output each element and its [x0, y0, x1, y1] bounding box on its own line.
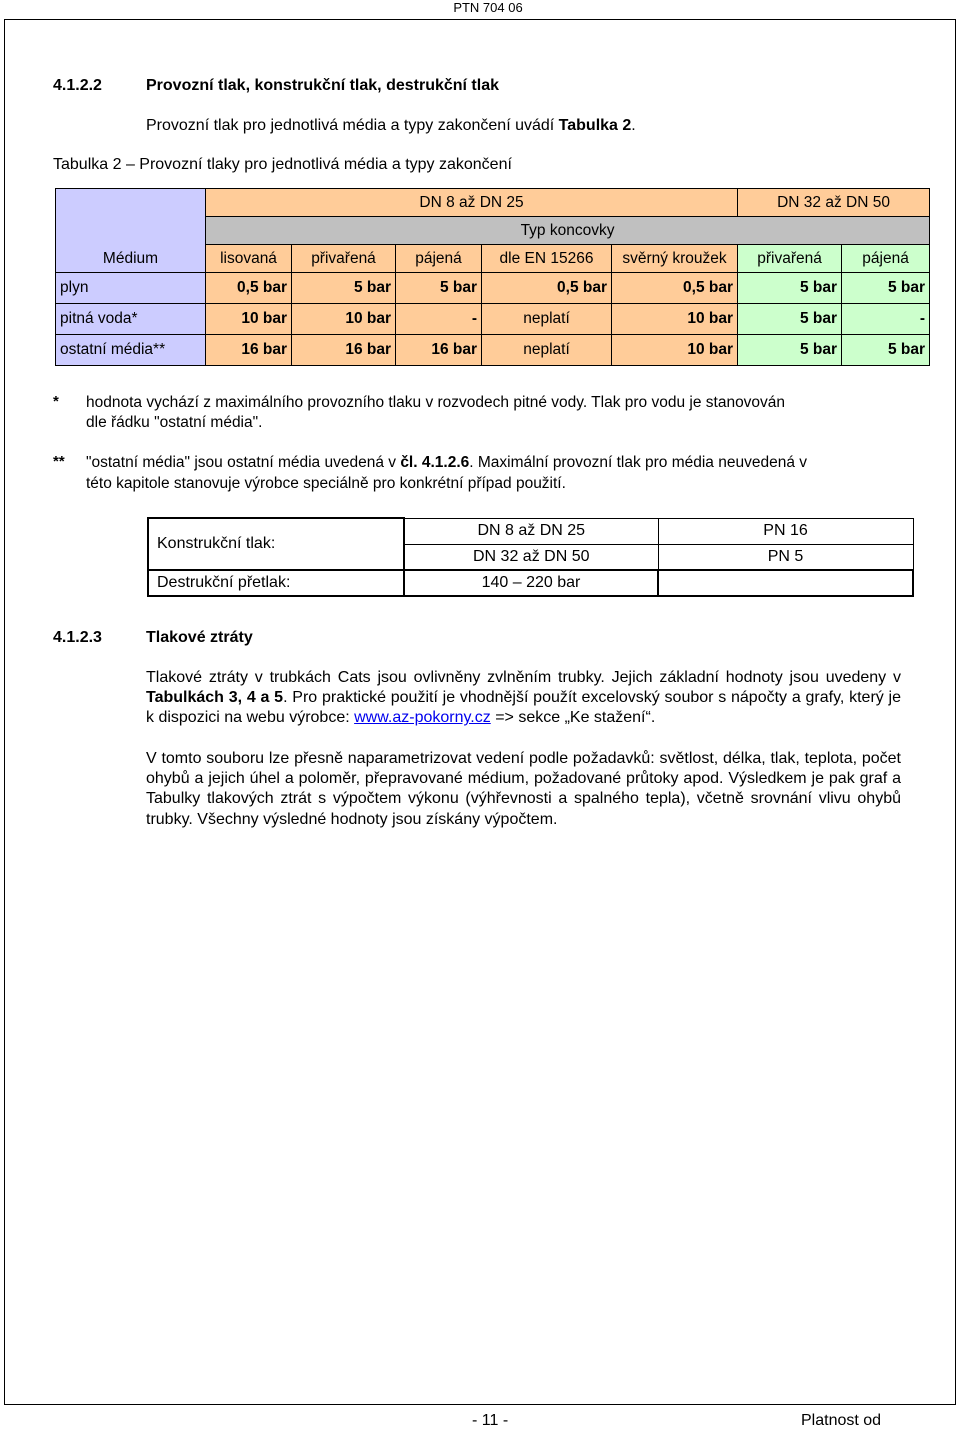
table-cell: 16 bar	[396, 335, 482, 366]
table-cell: -	[842, 304, 930, 335]
intro-bold: Tabulka 2	[558, 117, 632, 134]
table2-caption: Tabulka 2 – Provozní tlaky pro jednotlivá média a typy zakončení	[53, 156, 512, 173]
table-cell: neplatí	[482, 335, 612, 366]
document-header: PTN 704 06	[453, 0, 523, 15]
table-design-pressure	[147, 517, 914, 597]
table-cell: 5 bar	[396, 273, 482, 304]
validity-label: Platnost od	[801, 1412, 882, 1429]
table-cell: 10 bar	[612, 304, 738, 335]
note1-line2: dle řádku "ostatní média".	[86, 414, 263, 431]
table-operating-pressures	[55, 188, 930, 366]
section-intro	[146, 117, 636, 135]
p1-text-b: . Pro praktické použití je vhodnější použít excelovský soubor s nápočty a grafy, který je k dispozici na webu výrobce:	[146, 689, 901, 727]
table-cell: 5 bar	[842, 335, 930, 366]
p1-bold: Tabulkách 3, 4 a 5	[146, 689, 284, 707]
table-cell: 5 bar	[292, 273, 396, 304]
table-cell: 10 bar	[612, 335, 738, 366]
table-cell: 0,5 bar	[206, 273, 292, 304]
group-dn8: DN 8 až DN 25	[206, 189, 738, 217]
col-header: lisovaná	[206, 245, 292, 273]
empty-cell	[658, 570, 913, 596]
website-link[interactable]: www.az-pokorny.cz	[354, 709, 491, 727]
table-cell: 5 bar	[738, 335, 842, 366]
table-cell: 0,5 bar	[482, 273, 612, 304]
section-title: Provozní tlak, konstrukční tlak, destrukční tlak	[146, 77, 499, 94]
table-cell: 16 bar	[292, 335, 396, 366]
table-cell: neplatí	[482, 304, 612, 335]
table-cell: 5 bar	[738, 304, 842, 335]
p1-text-c: => sekce „Ke stažení“.	[490, 709, 656, 727]
row-label: ostatní média**	[56, 335, 206, 366]
intro-text: Provozní tlak pro jednotlivá média a typy zakončení uvádí	[146, 117, 559, 134]
type-header: Typ koncovky	[206, 217, 930, 245]
section2-number: 4.1.2.3	[53, 629, 102, 646]
row-label: plyn	[56, 273, 206, 304]
col-header: svěrný kroužek	[612, 245, 738, 273]
table-row	[56, 273, 930, 304]
table-cell: 10 bar	[206, 304, 292, 335]
note2-line2: této kapitole stanovuje výrobce speciálně pro konkrétní případ použití.	[86, 475, 566, 492]
table-cell: 10 bar	[292, 304, 396, 335]
col-header: pájená	[396, 245, 482, 273]
medium-header	[56, 189, 206, 273]
group-dn32: DN 32 až DN 50	[738, 189, 930, 217]
konstrukcni-label: Konstrukční tlak:	[148, 518, 404, 570]
note2-line1	[86, 453, 807, 473]
table-cell: 0,5 bar	[612, 273, 738, 304]
note1-line1: hodnota vychází z maximálního provozního tlaku v rozvodech pitné vody. Tlak pro vodu je stanovován	[86, 394, 786, 411]
dn8-cell: DN 8 až DN 25	[404, 518, 658, 544]
table-cell: -	[396, 304, 482, 335]
page-number: - 11 -	[472, 1412, 509, 1429]
intro-end: .	[631, 117, 636, 134]
table-cell: 16 bar	[206, 335, 292, 366]
pn16-cell: PN 16	[658, 518, 913, 544]
range-cell: 140 – 220 bar	[404, 570, 658, 596]
medium-label: Médium	[102, 250, 159, 267]
col-header: pájená	[842, 245, 930, 273]
col-header: přivařená	[292, 245, 396, 273]
paragraph-2: V tomto souboru lze přesně naparametrizovat vedení podle požadavků: světlost, délka, tlak, teplota, počet ohybů a jejich úhel a poloměr, přepravované médium, požadované průtoky apod. Výsledkem je pak graf a Tabulky tlakových ztrát s výpočtem výkonu (výhřevnosti a spalného tepla), včetně srovnání vlivu ohybů trubky. Všechny výsledné hodnoty jsou získány výpočtem.	[146, 750, 901, 828]
note1-mark: *	[53, 393, 59, 410]
row-label: pitná voda*	[56, 304, 206, 335]
dn32-cell: DN 32 až DN 50	[404, 544, 658, 570]
section2-title: Tlakové ztráty	[146, 629, 253, 646]
pn5-cell: PN 5	[658, 544, 913, 570]
table-cell: 5 bar	[842, 273, 930, 304]
table-cell: 5 bar	[738, 273, 842, 304]
destrukcni-label: Destrukční přetlak:	[148, 570, 404, 596]
table-row	[56, 335, 930, 366]
note2-text-a: "ostatní média" jsou ostatní média uvedená v	[86, 454, 401, 471]
col-header: přivařená	[738, 245, 842, 273]
note2-bold: čl. 4.1.2.6	[400, 454, 470, 471]
p1-text-a: Tlakové ztráty v trubkách Cats jsou ovlivněny zvlněním trubky. Jejich základní hodnoty jsou uvedeny v	[146, 669, 901, 686]
col-header: dle EN 15266	[482, 245, 612, 273]
section-number: 4.1.2.2	[53, 77, 102, 94]
table-row	[56, 304, 930, 335]
note2-mark: **	[53, 453, 65, 470]
note2-text-b: . Maximální provozní tlak pro média neuvedená v	[469, 454, 807, 471]
paragraph-1	[146, 668, 901, 729]
